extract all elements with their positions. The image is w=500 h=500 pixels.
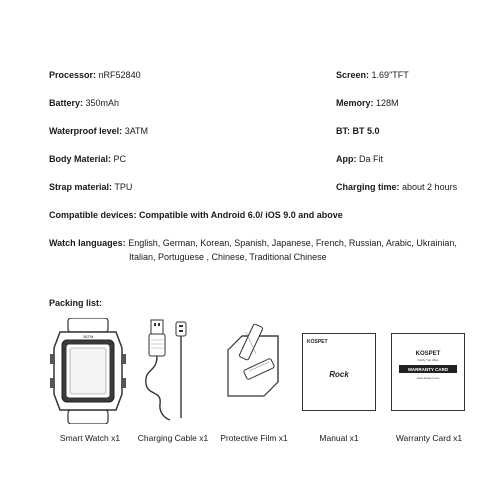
spec-compatible-devices xyxy=(49,210,343,220)
manual-brand-text: KOSPET xyxy=(307,339,328,345)
spec-label: Battery: xyxy=(49,98,84,108)
spec-value: PC xyxy=(113,154,127,164)
languages-line-1: English, German, Korean, Spanish, Japanese, French, Russian, Arabic, Ukrainian, xyxy=(128,238,457,248)
spec-processor xyxy=(49,70,141,80)
spec-label: Processor: xyxy=(49,70,97,80)
spec-label: Memory: xyxy=(336,98,374,108)
card-url-text: www.kospet.com xyxy=(416,376,440,380)
spec-label: Watch languages: xyxy=(49,238,126,248)
spec-value: 3ATM xyxy=(124,126,149,136)
packing-item-manual: Manual x1 xyxy=(319,433,359,443)
spec-waterproof xyxy=(49,126,148,136)
spec-label: BT: xyxy=(336,126,350,136)
card-brand-text: KOSPET xyxy=(415,351,441,357)
spec-watch-languages xyxy=(49,238,457,262)
spec-battery xyxy=(49,98,119,108)
spec-value: Da Fit xyxy=(359,154,384,164)
protective-film-image xyxy=(222,322,284,418)
manual-image xyxy=(302,333,376,411)
spec-value: 128M xyxy=(376,98,399,108)
smart-watch-image xyxy=(50,318,126,424)
packing-list-title: Packing list: xyxy=(49,298,103,308)
spec-value: nRF52840 xyxy=(98,70,141,80)
packing-item-warranty-card: Warranty Card x1 xyxy=(395,433,463,443)
card-tagline-text: Notify You Alive xyxy=(417,358,439,362)
packing-item-protective-film: Protective Film x1 xyxy=(220,433,288,443)
packing-item-charging-cable: Charging Cable x1 xyxy=(137,433,209,443)
spec-label: Compatible devices: xyxy=(49,210,137,220)
spec-label: Strap material: xyxy=(49,182,113,192)
spec-label: Screen: xyxy=(336,70,370,80)
spec-value: BT 5.0 xyxy=(352,126,380,136)
spec-value: 350mAh xyxy=(85,98,120,108)
spec-value: TPU xyxy=(114,182,133,192)
card-title-text: WARRANTY CARD xyxy=(407,367,449,372)
charging-cable-image xyxy=(140,318,196,424)
spec-memory xyxy=(336,98,399,108)
spec-bt xyxy=(336,126,380,136)
spec-label: Body Material: xyxy=(49,154,112,164)
spec-strap-material xyxy=(49,182,132,192)
spec-screen xyxy=(336,70,409,80)
warranty-card-image xyxy=(391,333,465,411)
spec-charging-time xyxy=(336,182,457,192)
manual-title-text: Rock xyxy=(329,370,349,379)
spec-label: App: xyxy=(336,154,357,164)
spec-value: 1.69"TFT xyxy=(371,70,409,80)
packing-item-smart-watch: Smart Watch x1 xyxy=(59,433,121,443)
spec-label: Charging time: xyxy=(336,182,400,192)
spec-body-material xyxy=(49,154,126,164)
watch-bezel-text: WATER RESIST xyxy=(75,404,101,408)
languages-line-2: Italian, Portuguese , Chinese, Traditional Chinese xyxy=(129,252,327,262)
spec-value: about 2 hours xyxy=(402,182,458,192)
spec-value: Compatible with Android 6.0/ iOS 9.0 and above xyxy=(139,210,343,220)
spec-label: Waterproof level: xyxy=(49,126,123,136)
watch-face-text: 3ATM xyxy=(82,334,94,339)
spec-app xyxy=(336,154,383,164)
